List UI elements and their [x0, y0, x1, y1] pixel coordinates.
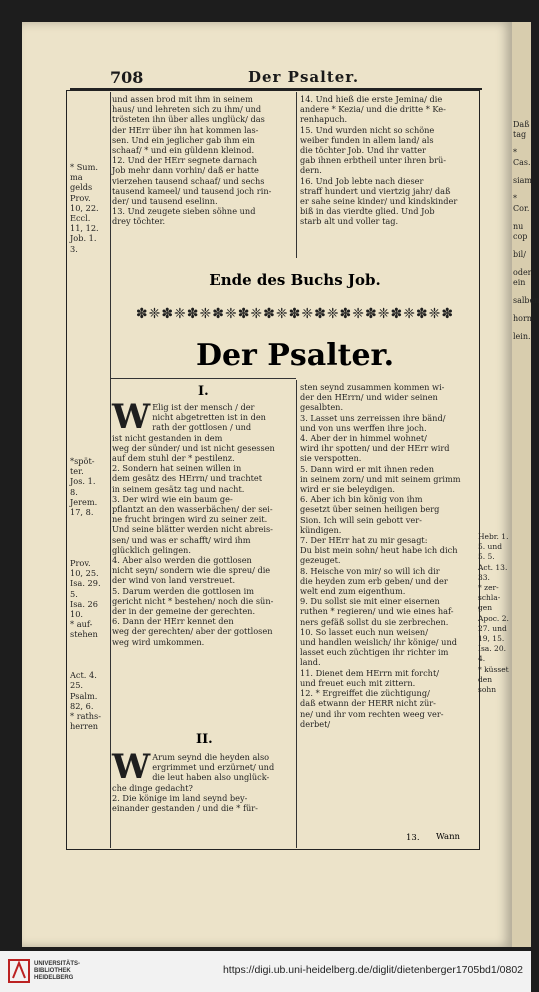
edge-note: sohn — [478, 685, 497, 695]
text-line: dem gesätz des HErrn/ und trachtet — [112, 473, 263, 484]
text-line: 12. Und der HErr segnete darnach — [112, 155, 257, 166]
text-line: wird er sie beleydigen. — [300, 484, 396, 495]
margin-note — [70, 660, 110, 670]
text-line: 11. Dienet dem HErrn mit forcht/ — [300, 667, 439, 678]
end-of-book-heading: Ende des Buchs Job. — [209, 271, 381, 289]
job-column-right — [300, 94, 474, 227]
drop-cap-initial: W — [112, 397, 151, 437]
margin-note — [70, 517, 110, 527]
text-line: 4. Aber der in himmel wohnet/ — [300, 433, 427, 444]
text-line: Und seine blätter werden nicht abreis- — [112, 524, 273, 535]
text-line: der den HErrn/ und wider seinen — [300, 392, 438, 403]
text-line: dern. — [300, 165, 322, 176]
margin-note: gelds — [70, 182, 93, 193]
text-line: daß etwann der HERR nicht zür- — [300, 698, 436, 709]
facing-page-notes — [513, 112, 539, 350]
text-line: und assen brod mit ihm in seinem — [112, 94, 253, 104]
text-line: 5. Dann wird er mit ihnen reden — [300, 463, 435, 474]
margin-note — [70, 548, 110, 558]
margin-note: 5. — [70, 588, 78, 599]
margin-note: ter. — [70, 466, 84, 477]
page-number: 708 — [110, 68, 144, 87]
psalm-2-numeral: II. — [196, 732, 213, 747]
text-line: 15. Und wurden nicht so schöne — [300, 124, 435, 135]
job-column-left — [112, 94, 294, 227]
running-header — [70, 68, 482, 88]
text-line: 9. Du sollst sie mit einer eisernen — [300, 596, 440, 607]
text-line: weiber funden in allem land/ als — [300, 134, 434, 145]
text-line: Elig ist der mensch / der — [152, 402, 255, 412]
title-rule — [110, 378, 296, 379]
margin-rule — [110, 92, 111, 848]
edge-note: * zer- — [478, 583, 499, 593]
edge-note: Isa. 20. — [478, 644, 506, 654]
text-line: ne/ und ihr vom rechten weeg ver- — [300, 708, 444, 719]
text-line: wird ihr spotten/ und der HErr wird — [300, 443, 450, 454]
psalm-1-numeral: I. — [198, 384, 209, 399]
text-line: kündigen. — [300, 524, 342, 535]
text-line: ist nicht gestanden in dem — [112, 432, 223, 443]
psalm-right-column — [300, 382, 474, 729]
text-line: ergrimmet und erzürnet/ und — [152, 762, 275, 773]
text-line: weg wird umkommen. — [112, 636, 205, 647]
text-line: 8. Heische von mir/ so will ich dir — [300, 565, 440, 576]
text-line: lasset euch züchtigen ihr richter im — [300, 647, 449, 658]
margin-note: 10, 25. — [70, 568, 99, 579]
text-line: Job mehr dann vorhin/ daß er hatte — [112, 165, 259, 176]
margin-note: Prov. — [70, 192, 91, 203]
column-rule-top — [296, 92, 297, 258]
catchword: Wann — [436, 832, 461, 842]
margin-note: Prov. — [70, 558, 91, 569]
text-line: 13. Und zeugete sieben söhne und — [112, 206, 256, 217]
text-line: 4. Aber also werden die gottlosen — [112, 555, 252, 566]
margin-note: 10. — [70, 609, 84, 620]
edge-note: 4. — [478, 654, 486, 664]
margin-note: ma — [70, 172, 83, 183]
edge-note: Apoc. 2. — [478, 613, 509, 623]
edge-note: 27. und — [478, 623, 507, 633]
text-line: derbet/ — [300, 718, 331, 729]
text-line: sten seynd zusammen kommen wi- — [300, 382, 445, 392]
text-line: in seinem gesätz tag und nacht. — [112, 483, 245, 494]
text-line: 5. Darum werden die gottlosen im — [112, 585, 255, 596]
edge-note: den — [478, 674, 493, 684]
text-line: gericht nicht * bestehen/ noch die sün- — [112, 595, 274, 606]
margin-note: Job. 1. — [70, 233, 97, 244]
margin-note: Eccl. — [70, 213, 91, 224]
text-line: 2. Die könige im land seynd bey- — [112, 792, 248, 803]
edge-note: 19, 15. — [478, 634, 505, 644]
text-line: sen/ und was er schafft/ wird ihm — [112, 534, 251, 545]
margin-note — [70, 538, 110, 548]
edge-note: * küsset — [478, 664, 509, 674]
ornament-band: ✽❈✽❈✽❈✽❈✽❈✽❈✽❈✽❈✽❈✽❈✽❈✽❈✽ — [135, 306, 455, 322]
margin-note: 8. — [70, 486, 78, 497]
text-line: starb alt und voller tag. — [300, 216, 399, 227]
margin-note: 25. — [70, 680, 84, 691]
text-line: nicht seyn/ sondern wie die spreu/ die — [112, 565, 271, 576]
text-line: weg der sünder/ und ist nicht gesessen — [112, 442, 275, 453]
psalm-2-text — [112, 747, 294, 814]
text-line: einander gestanden / und die * für- — [112, 803, 258, 814]
drop-cap-initial: W — [112, 747, 151, 787]
margin-note — [70, 527, 110, 537]
text-line: 14. Und hieß die erste Jemina/ die — [300, 94, 443, 104]
margin-note: herren — [70, 721, 99, 732]
margin-note: Isa. 26 — [70, 598, 98, 609]
margin-note: Isa. 29. — [70, 578, 101, 589]
text-line: 16. Und Job lebte nach dieser — [300, 175, 424, 186]
edge-note: schla- — [478, 593, 501, 603]
text-line: und freuet euch mit zittern. — [300, 677, 416, 688]
text-line: er sahe seine kinder/ und kindskinder — [300, 196, 458, 207]
margin-note: 82, 6. — [70, 700, 94, 711]
text-line: drey töchter. — [112, 216, 166, 227]
margin-note: 17, 8. — [70, 507, 94, 518]
text-line: gesetzt über seinen heiligen berg — [300, 504, 440, 515]
text-line: 6. Aber ich bin könig von ihm — [300, 494, 423, 505]
text-line: 2. Sondern hat seinen willen in — [112, 463, 242, 474]
text-line: der/ und tausend eselinn. — [112, 196, 218, 207]
text-line: sen. Und ein jeglicher gab ihm ein — [112, 134, 255, 145]
running-title: Der Psalter. — [248, 68, 360, 86]
edge-note: lein. — [513, 332, 531, 341]
outer-margin-notes — [478, 532, 512, 695]
margin-note: 3. — [70, 243, 78, 254]
margin-note: * Sum. — [70, 162, 98, 172]
text-line: sie verspotten. — [300, 453, 362, 464]
text-line: die töchter Job. Und ihr vatter — [300, 145, 426, 156]
source-url-link[interactable]: https://digi.ub.uni-heidelberg.de/diglit/dietenberger1705bd1/0802 — [222, 964, 523, 976]
text-line: die heyden zum erb geben/ und der — [300, 575, 448, 586]
text-line: land. — [300, 657, 321, 668]
edge-note: Hebr. 1. — [478, 532, 509, 541]
text-line: Arum seynd die heyden also — [152, 752, 270, 762]
text-line: in seinem zorn/ und mit seinem grimm — [300, 473, 461, 484]
text-line: gesalbten. — [300, 402, 344, 413]
text-line: ners gefäß sollst du sie zerbrechen. — [300, 616, 449, 627]
text-line: und handlen weislich/ ihr könige/ und — [300, 637, 457, 648]
text-line: Du bist mein sohn/ heut habe ich dich — [300, 545, 458, 556]
library-name: UNIVERSITÄTS- BIBLIOTHEK HEIDELBERG — [34, 961, 81, 981]
text-line: der in der gemeine der gerechten. — [112, 606, 256, 617]
text-line: welt end zum eigenthum. — [300, 586, 406, 597]
text-line: vierzehen tausend schaaf/ und sechs — [112, 175, 265, 186]
edge-note: nu cop — [513, 222, 528, 241]
edge-note: 5. und — [478, 542, 503, 552]
margin-note: Act. 4. — [70, 670, 97, 681]
edge-note: 5. 5. — [478, 552, 495, 562]
text-line: biß in das vierdte glied. Und Job — [300, 206, 435, 217]
margin-note: Jos. 1. — [70, 476, 96, 487]
facing-page-edge — [512, 22, 539, 947]
margin-note: Jerem. — [70, 496, 98, 507]
psalm-1-text — [112, 397, 294, 647]
edge-note: * Cas. — [513, 148, 531, 167]
text-line: 10. So lasset euch nun weisen/ — [300, 626, 428, 637]
margin-note: stehen — [70, 629, 98, 640]
edge-note: Daß tag — [513, 120, 530, 139]
viewer-footer — [0, 951, 531, 992]
text-line: trösteten ihn über alles unglück/ das — [112, 114, 265, 125]
text-line: 12. * Ergreiffet die züchtigung/ — [300, 688, 430, 699]
text-line: der HErr über ihn hat kommen las- — [112, 124, 259, 135]
edge-note: Act. 13. — [478, 562, 508, 572]
edge-note: siam — [513, 176, 533, 185]
margin-notes-psalms — [70, 456, 110, 731]
text-line: gab ihnen erbtheil unter ihren brü- — [300, 155, 447, 166]
margin-note — [70, 640, 110, 650]
library-logo-icon — [8, 959, 30, 983]
margin-note: Psalm. — [70, 690, 98, 701]
text-line: weg der gerechten/ aber der gottlosen — [112, 626, 273, 637]
text-line: 6. Dann der HErr kennet den — [112, 616, 234, 627]
text-line: andere * Kezia/ und die dritte * Ke- — [300, 104, 446, 115]
margin-note: 11, 12. — [70, 223, 99, 234]
text-line: die leut haben also unglück- — [152, 772, 270, 783]
text-line: pflantzt an den wasserbächen/ der sei- — [112, 504, 273, 515]
column-rule-bottom — [296, 380, 297, 848]
margin-note: * auf- — [70, 619, 93, 630]
margin-note: 10, 22. — [70, 202, 99, 213]
text-line: renhapuch. — [300, 114, 348, 125]
edge-note: * Cor. — [513, 194, 530, 213]
edge-note: 33. — [478, 572, 490, 582]
text-line: rath der gottlosen / und — [152, 422, 252, 433]
edge-note: oder ein — [513, 268, 532, 287]
text-line: 3. Lasset uns zerreissen ihre bänd/ — [300, 412, 446, 423]
text-line: glücklich gelingen. — [112, 544, 191, 555]
text-line: nicht abgetretten ist in den — [152, 412, 266, 423]
text-line: tausend kameel/ und tausend joch rin- — [112, 185, 272, 196]
text-line: auf dem stuhl der * pestilenz. — [112, 453, 235, 464]
text-line: straff hundert und viertzig jahr/ daß — [300, 185, 451, 196]
edge-note: gen — [478, 603, 493, 613]
margin-note — [70, 650, 110, 660]
text-line: ruthen * regieren/ und wie eines haf- — [300, 606, 454, 617]
margin-note: *spöt- — [70, 456, 95, 466]
edge-note: salben — [513, 296, 539, 305]
text-line: ne frucht bringen wird zu seiner zeit. — [112, 514, 268, 525]
edge-note: bil/ — [513, 250, 526, 259]
edge-note: horn. — [513, 314, 535, 323]
margin-note: * raths- — [70, 711, 102, 722]
text-line: Sion. Ich will sein gebott ver- — [300, 514, 422, 525]
text-line: schaaf/ * und ein güldenn kleinod. — [112, 145, 255, 156]
text-line: der wind von land verstreuet. — [112, 575, 236, 586]
text-line: 3. Der wird wie ein baum ge- — [112, 493, 233, 504]
signature-mark: 13. — [406, 833, 420, 843]
text-line: und von uns werffen ihre joch. — [300, 422, 427, 433]
margin-notes-job — [70, 162, 110, 254]
text-line: gezeuget. — [300, 555, 341, 566]
text-line: 7. Der HErr hat zu mir gesagt: — [300, 535, 428, 546]
book-title: Der Psalter. — [195, 338, 395, 373]
text-line: haus/ und lehreten sich zu ihm/ und — [112, 104, 262, 115]
text-line: che dinge gedacht? — [112, 782, 193, 793]
